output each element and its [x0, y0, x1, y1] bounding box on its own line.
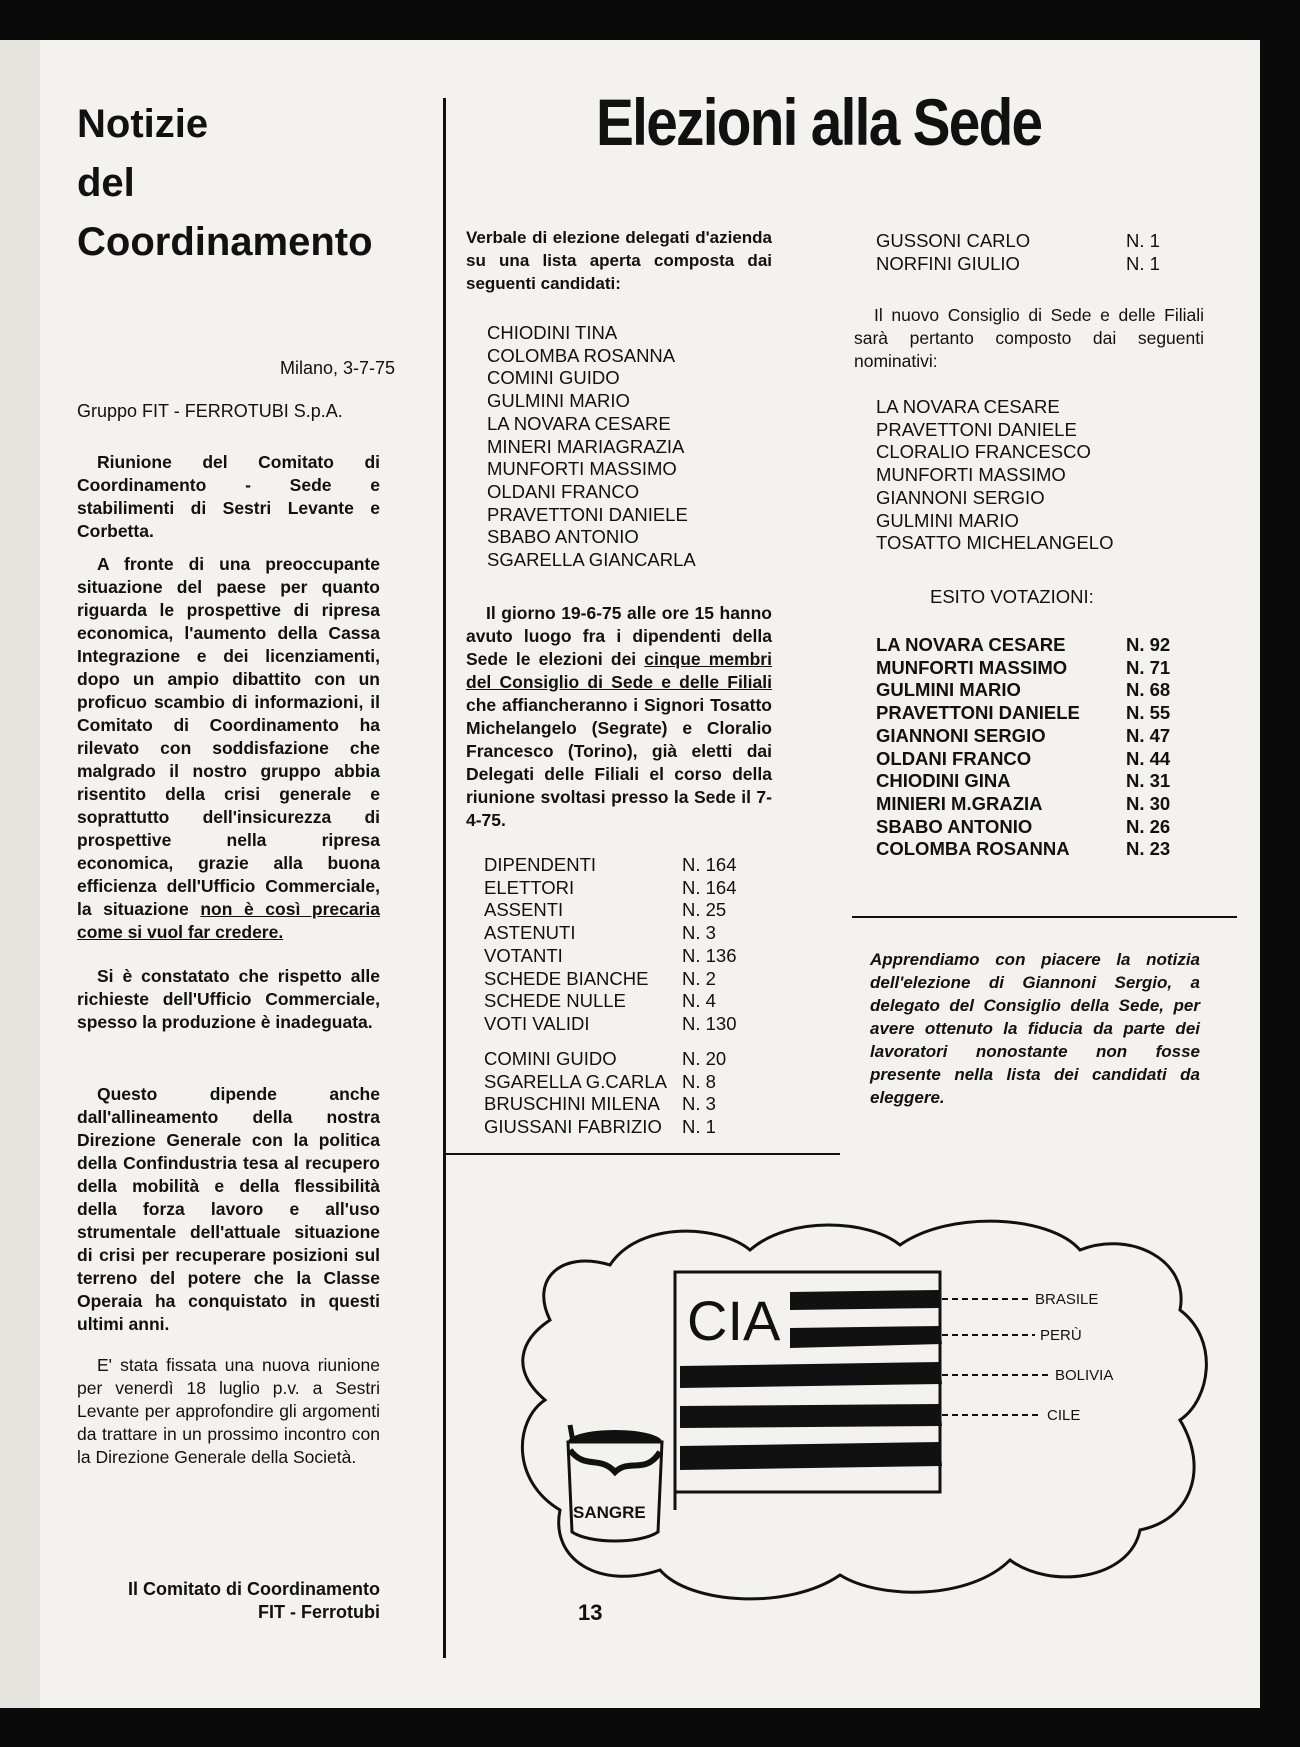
cartoon-illustration	[490, 1180, 1235, 1625]
stats-table	[484, 854, 774, 1036]
result-name: GULMINI MARIO	[876, 679, 1021, 701]
table-row	[484, 945, 774, 968]
list-item: PRAVETTONI DANIELE	[487, 503, 688, 525]
column-divider	[443, 98, 446, 1658]
table-row	[484, 1013, 774, 1036]
result-value: N. 55	[1126, 702, 1171, 724]
stat-label: VOTANTI	[484, 944, 563, 966]
vote-value: N. 1	[1126, 230, 1160, 251]
result-name: OLDANI FRANCO	[876, 747, 1032, 769]
result-value: N. 47	[1126, 724, 1171, 746]
paragraph-1-text: A fronte di una preoccupante situazione del paese per quanto riguarda le prospettive di ripresa economica, l'aumento della Cassa Integrazione e dei licenziamenti, dopo un ampio dibattito con un proficuo scambio di informazioni, il Comitato di Coordinamento ha rilevato con soddisfazione che malgrado il nostro gruppo abbia risentito della crisi generale e soprattutto dell'insicurezza di prospettive nella ripresa economica, grazie alla buona efficienza dell'Ufficio Commerciale, la situazione	[77, 554, 380, 919]
results-heading: ESITO VOTAZIONI:	[930, 586, 1094, 607]
vote-value: N. 20	[682, 1048, 727, 1069]
company-group: Gruppo FIT - FERROTUBI S.p.A.	[77, 401, 343, 421]
stat-value: N. 2	[682, 967, 716, 989]
list-item: MUNFORTI MASSIMO	[487, 458, 677, 480]
stat-value: N. 4	[682, 990, 716, 1012]
stat-label: DIPENDENTI	[484, 854, 597, 875]
list-item: GULMINI MARIO	[487, 390, 630, 412]
list-item: GIANNONI SERGIO	[876, 486, 1045, 508]
vote-value: N. 1	[682, 1116, 716, 1138]
dateline: Milano, 3-7-75	[280, 358, 396, 378]
result-value: N. 44	[1126, 747, 1171, 769]
list-item: MUNFORTI MASSIMO	[876, 464, 1066, 486]
table-row	[484, 854, 774, 877]
stat-label: SCHEDE BIANCHE	[484, 967, 649, 989]
table-row	[876, 793, 1188, 816]
table-row	[484, 990, 774, 1013]
result-name: PRAVETTONI DANIELE	[876, 702, 1080, 724]
table-row	[876, 838, 1188, 861]
result-name: MUNFORTI MASSIMO	[876, 656, 1068, 678]
section-title-line: Coordinamento	[77, 220, 373, 264]
section-title-line: Notizie	[77, 102, 209, 146]
article-title: Elezioni alla Sede	[596, 85, 1042, 159]
stat-value: N. 164	[682, 854, 737, 875]
result-name: LA NOVARA CESARE	[876, 634, 1066, 655]
stat-value: N. 130	[682, 1012, 737, 1034]
note-divider	[852, 916, 1237, 918]
list-item: COMINI GUIDO	[487, 367, 620, 389]
list-item: LA NOVARA CESARE	[487, 412, 671, 434]
result-value: N. 92	[1126, 634, 1171, 655]
table-row	[876, 702, 1188, 725]
meeting-heading: Riunione del Comitato di Coordinamento - Sede e stabilimenti di Sestri Levante e Corbetta.	[77, 452, 380, 541]
stat-label: ASSENTI	[484, 899, 564, 921]
table-row	[876, 679, 1188, 702]
result-value: N. 23	[1126, 838, 1171, 860]
signature	[77, 1578, 380, 1624]
table-row	[484, 899, 774, 922]
paint-can-label: SANGRE	[573, 1503, 646, 1522]
result-name: GIANNONI SERGIO	[876, 724, 1046, 746]
stat-value: N. 3	[682, 922, 716, 944]
table-row	[484, 1071, 774, 1094]
list-item: MINERI MARIAGRAZIA	[487, 435, 685, 457]
table-row	[876, 230, 1186, 253]
magazine-page	[40, 40, 1260, 1708]
vote-label: BRUSCHINI MILENA	[484, 1093, 660, 1115]
section-title-line: del	[77, 161, 135, 205]
list-item: COLOMBA ROSANNA	[487, 344, 676, 366]
table-row	[876, 634, 1188, 657]
list-item: PRAVETTONI DANIELE	[876, 418, 1077, 440]
table-row	[876, 816, 1188, 839]
table-row	[876, 657, 1188, 680]
page-number: 13	[578, 1600, 603, 1625]
intro-text: Verbale di elezione delegati d'azienda su una lista aperta composta dai seguenti candidati:	[466, 228, 772, 293]
table-row	[484, 1048, 774, 1071]
table-row	[484, 968, 774, 991]
table-row	[876, 748, 1188, 771]
list-item: SGARELLA GIANCARLA	[487, 549, 696, 571]
table-row	[876, 770, 1188, 793]
country-label: PERÙ	[1040, 1327, 1082, 1344]
paragraph-1	[77, 553, 380, 944]
result-name: MINIERI M.GRAZIA	[876, 792, 1043, 814]
table-row	[484, 877, 774, 900]
list-item: GULMINI MARIO	[876, 509, 1019, 531]
adjacent-page-edge	[0, 40, 40, 1708]
section-title	[77, 95, 387, 272]
stat-value: N. 136	[682, 944, 737, 966]
table-row	[876, 725, 1188, 748]
result-value: N. 30	[1126, 792, 1171, 814]
result-value: N. 26	[1126, 815, 1171, 837]
country-label: BOLIVIA	[1055, 1367, 1114, 1384]
paragraph-1-bold: non è così precaria come si vuol far credere.	[77, 899, 380, 942]
vote-label: GIUSSANI FABRIZIO	[484, 1116, 662, 1138]
country-label: BRASILE	[1035, 1291, 1099, 1308]
result-value: N. 68	[1126, 679, 1171, 701]
paragraph-2: Si è constatato che rispetto alle richieste dell'Ufficio Commerciale, spesso la produzione è inadeguata.	[77, 966, 380, 1032]
vote-label: NORFINI GIULIO	[876, 252, 1020, 274]
top-votes-table	[876, 230, 1186, 275]
list-item: OLDANI FRANCO	[487, 480, 640, 502]
stat-value: N. 164	[682, 876, 737, 898]
vote-label: SGARELLA G.CARLA	[484, 1070, 668, 1092]
results-table	[876, 634, 1188, 861]
election-text	[466, 602, 772, 832]
result-value: N. 71	[1126, 656, 1171, 678]
vote-value: N. 8	[682, 1070, 716, 1092]
table-row	[484, 1116, 774, 1139]
council-intro: Il nuovo Consiglio di Sede e delle Filiali sarà pertanto composto dai seguenti nominativi:	[854, 305, 1204, 371]
election-text-2: che affiancheranno i Signori Tosatto Michelangelo (Segrate) e Cloralio Francesco (Torino), già eletti dai Delegati delle Filiali el corso della riunione svoltasi presso la Sede il 7-4-75.	[466, 695, 772, 830]
result-name: COLOMBA ROSANNA	[876, 838, 1070, 860]
list-item: CLORALIO FRANCESCO	[876, 441, 1091, 463]
result-value: N. 31	[1126, 770, 1171, 792]
candidate-list	[487, 322, 787, 572]
vote-label: COMINI GUIDO	[484, 1048, 617, 1069]
stat-label: VOTI VALIDI	[484, 1012, 590, 1034]
country-label: CILE	[1047, 1407, 1081, 1424]
note-text: Apprendiamo con piacere la notizia dell'elezione di Giannoni Sergio, a delegato del Consiglio della Sede, per avere ottenuto la fiducia da parte dei lavoratori nonostante non fosse presente nella lista dei candidati da eleggere.	[870, 950, 1200, 1107]
paragraph-4: E' stata fissata una nuova riunione per venerdì 18 luglio p.v. a Sestri Levante per approfondire gli argomenti da trattare in un prossimo incontro con la Direzione Generale della Società.	[77, 1355, 380, 1467]
election-text-1: Il giorno 19-6-75 alle ore 15 hanno avuto luogo fra i dipendenti della Sede le elezioni dei	[466, 603, 772, 669]
stat-label: ASTENUTI	[484, 922, 576, 944]
election-text-bold: cinque membri del Consiglio di Sede e delle Filiali	[466, 649, 772, 692]
stat-label: ELETTORI	[484, 876, 575, 898]
stat-label: SCHEDE NULLE	[484, 990, 626, 1012]
council-list	[876, 396, 1206, 555]
list-item: TOSATTO MICHELANGELO	[876, 532, 1114, 554]
paragraph-3: Questo dipende anche dall'allineamento della nostra Direzione Generale con la politica della Confindustria tesa al recupero della mobilità e della flessibilità della forza lavoro e all'uso strumentale dell'attuale situazione di crisi per recuperare posizioni sul terreno del potere che la Classe Operaia ha conquistato in questi ultimi anni.	[77, 1084, 380, 1334]
stat-value: N. 25	[682, 899, 727, 921]
vote-value: N. 1	[1126, 252, 1160, 274]
list-item: SBABO ANTONIO	[487, 526, 639, 548]
list-item: LA NOVARA CESARE	[876, 396, 1060, 417]
result-name: CHIODINI GINA	[876, 770, 1011, 792]
table-row	[484, 1093, 774, 1116]
signature-line-2: FIT - Ferrotubi	[258, 1602, 380, 1622]
vote-value: N. 3	[682, 1093, 716, 1115]
flag-text: CIA	[687, 1289, 781, 1352]
table-row	[484, 922, 774, 945]
list-item: CHIODINI TINA	[487, 322, 618, 343]
table-row	[876, 253, 1186, 276]
signature-line-1: Il Comitato di Coordinamento	[128, 1579, 380, 1599]
result-name: SBABO ANTONIO	[876, 815, 1033, 837]
extra-votes-table	[484, 1048, 774, 1139]
vote-label: GUSSONI CARLO	[876, 230, 1031, 251]
section-divider	[446, 1153, 840, 1155]
